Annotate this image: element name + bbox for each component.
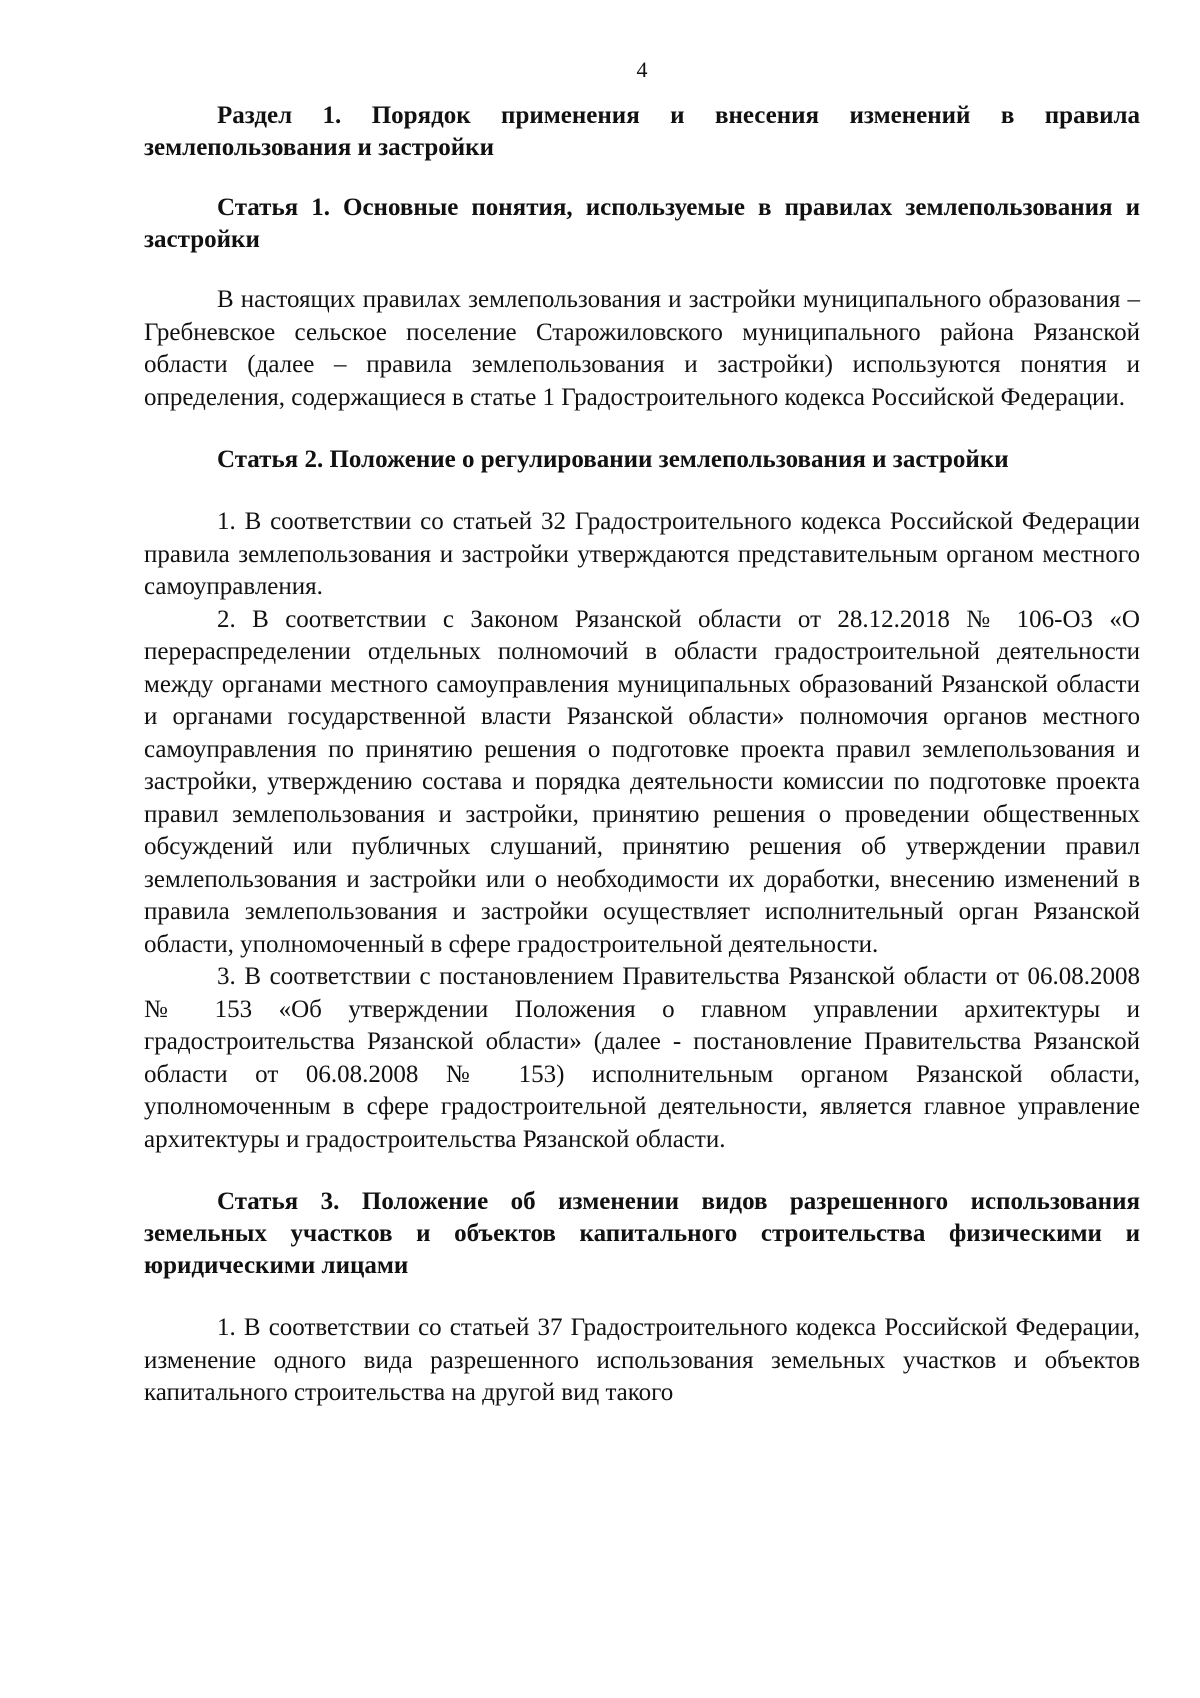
article-1-paragraph-1: В настоящих правилах землепользования и застройки муниципального образования – Гребневское сельское поселение Старожиловского муниципального района Рязанской области (далее – правила землепользования и застройки) используются понятия и определения, содержащиеся в статье 1 Градостроительного кодекса Российской Федерации. <box>144 286 1140 411</box>
spacer <box>144 476 1140 506</box>
article-2-paragraph-2: 2. В соответствии с Законом Рязанской области от 28.12.2018 № 106-ОЗ «О перераспределении отдельных полномочий в области градостроительной деятельности между органами местного самоуправления муниципальных образований Рязанской области и органами государственной власти Рязанской области» полномочия органов местного самоуправления по принятию решения о подготовке проекта правил землепользования и застройки, утверждению состава и порядка деятельности комиссии по подготовке проекта правил землепользования и застройки, принятию решения о проведении общественных обсуждений или публичных слушаний, принятию решения об утверждении правил землепользования и застройки или о необходимости их доработки, внесению изменений в правила землепользования и застройки осуществляет исполнительный орган Рязанской области, уполномоченный в сфере градостроительной деятельности. <box>144 605 1140 958</box>
spacer <box>144 1156 1140 1186</box>
document-page <box>144 54 1140 1410</box>
article-2-title: Статья 2. Положение о регулировании землепользования и застройки <box>217 446 1009 473</box>
spacer <box>144 1282 1140 1312</box>
section-title: Раздел 1. Порядок применения и внесения изменений в правила землепользования и застройки <box>144 102 1140 161</box>
article-3-title: Статья 3. Положение об изменении видов разрешенного использования земельных участков и объектов капитального строительства физическими и юридическими лицами <box>144 1188 1140 1279</box>
article-2-paragraph-1: 1. В соответствии со статьей 32 Градостроительного кодекса Российской Федерации правила землепользования и застройки утверждаются представительным органом местного самоуправления. <box>144 508 1140 600</box>
article-1-title: Статья 1. Основные понятия, используемые в правилах землепользования и застройки <box>144 194 1140 253</box>
page-number: 4 <box>636 57 648 82</box>
article-2-paragraph-3: 3. В соответствии с постановлением Правительства Рязанской области от 06.08.2008 № 153 «Об утверждении Положения о главном управлении архитектуры и градостроительства Рязанской области» (далее - постановление Правительства Рязанской области от 06.08.2008 № 153) исполнительным органом Рязанской области, уполномоченным в сфере градостроительной деятельности, является главное управление архитектуры и градостроительства Рязанской области. <box>144 963 1140 1153</box>
article-3-paragraph-1: 1. В соответствии со статьей 37 Градостроительного кодекса Российской Федерации, изменение одного вида разрешенного использования земельных участков и объектов капитального строительства на другой вид такого <box>144 1314 1140 1406</box>
spacer <box>144 256 1140 284</box>
spacer <box>144 164 1140 192</box>
spacer <box>144 414 1140 444</box>
